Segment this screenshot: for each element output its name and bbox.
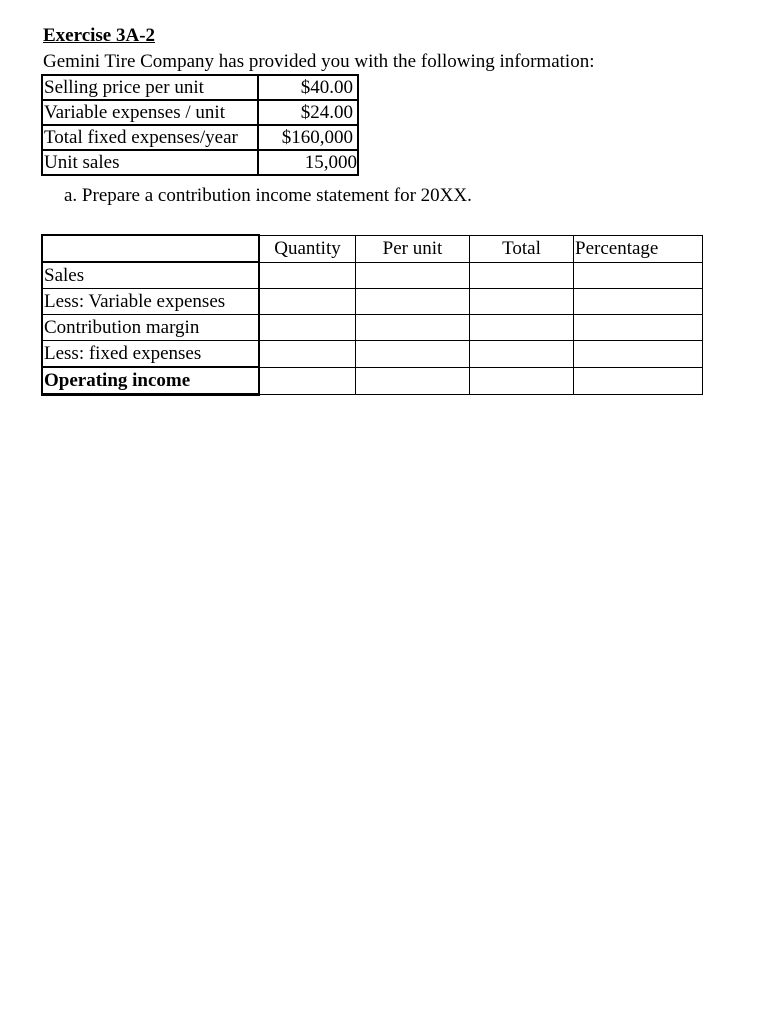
per-unit-cell[interactable]: [356, 341, 470, 368]
info-label: Selling price per unit: [42, 75, 258, 100]
income-statement-table: [41, 234, 703, 396]
total-cell[interactable]: [470, 341, 574, 368]
statement-row-contribution-margin: [42, 315, 703, 341]
statement-row-fixed-expenses: [42, 341, 703, 368]
info-row: [42, 125, 358, 150]
quantity-cell[interactable]: [259, 262, 356, 289]
header-row: [42, 235, 703, 262]
percentage-cell[interactable]: [574, 315, 703, 341]
row-label: Less: fixed expenses: [42, 341, 259, 368]
percentage-cell[interactable]: [574, 341, 703, 368]
row-label: Contribution margin: [42, 315, 259, 341]
info-table: [41, 74, 359, 176]
instruction-text: a. Prepare a contribution income statement for 20XX.: [64, 185, 472, 206]
statement-row-sales: [42, 262, 703, 289]
percentage-cell[interactable]: [574, 262, 703, 289]
total-cell[interactable]: [470, 367, 574, 395]
column-header-total: Total: [470, 235, 574, 262]
total-cell[interactable]: [470, 315, 574, 341]
info-row: [42, 75, 358, 100]
quantity-cell[interactable]: [259, 341, 356, 368]
row-label: Sales: [42, 262, 259, 289]
column-header-quantity: Quantity: [259, 235, 356, 262]
column-header-percentage: Percentage: [574, 235, 703, 262]
row-label: Less: Variable expenses: [42, 289, 259, 315]
info-value: $24.00: [258, 100, 358, 125]
total-cell[interactable]: [470, 262, 574, 289]
info-value: 15,000: [258, 150, 358, 175]
quantity-cell[interactable]: [259, 315, 356, 341]
intro-text: Gemini Tire Company has provided you with the following information:: [43, 51, 595, 72]
info-row: [42, 100, 358, 125]
percentage-cell[interactable]: [574, 289, 703, 315]
percentage-cell[interactable]: [574, 367, 703, 395]
per-unit-cell[interactable]: [356, 315, 470, 341]
statement-row-variable-expenses: [42, 289, 703, 315]
exercise-title: Exercise 3A-2: [43, 25, 156, 46]
info-value: $160,000: [258, 125, 358, 150]
per-unit-cell[interactable]: [356, 289, 470, 315]
info-label: Variable expenses / unit: [42, 100, 258, 125]
header-blank-cell: [42, 235, 259, 262]
per-unit-cell[interactable]: [356, 262, 470, 289]
info-row: [42, 150, 358, 175]
quantity-cell[interactable]: [259, 289, 356, 315]
total-cell[interactable]: [470, 289, 574, 315]
statement-row-operating-income: [42, 367, 703, 395]
per-unit-cell[interactable]: [356, 367, 470, 395]
row-label: Operating income: [42, 367, 259, 395]
info-label: Total fixed expenses/year: [42, 125, 258, 150]
info-value: $40.00: [258, 75, 358, 100]
quantity-cell[interactable]: [259, 367, 356, 395]
info-label: Unit sales: [42, 150, 258, 175]
column-header-per-unit: Per unit: [356, 235, 470, 262]
